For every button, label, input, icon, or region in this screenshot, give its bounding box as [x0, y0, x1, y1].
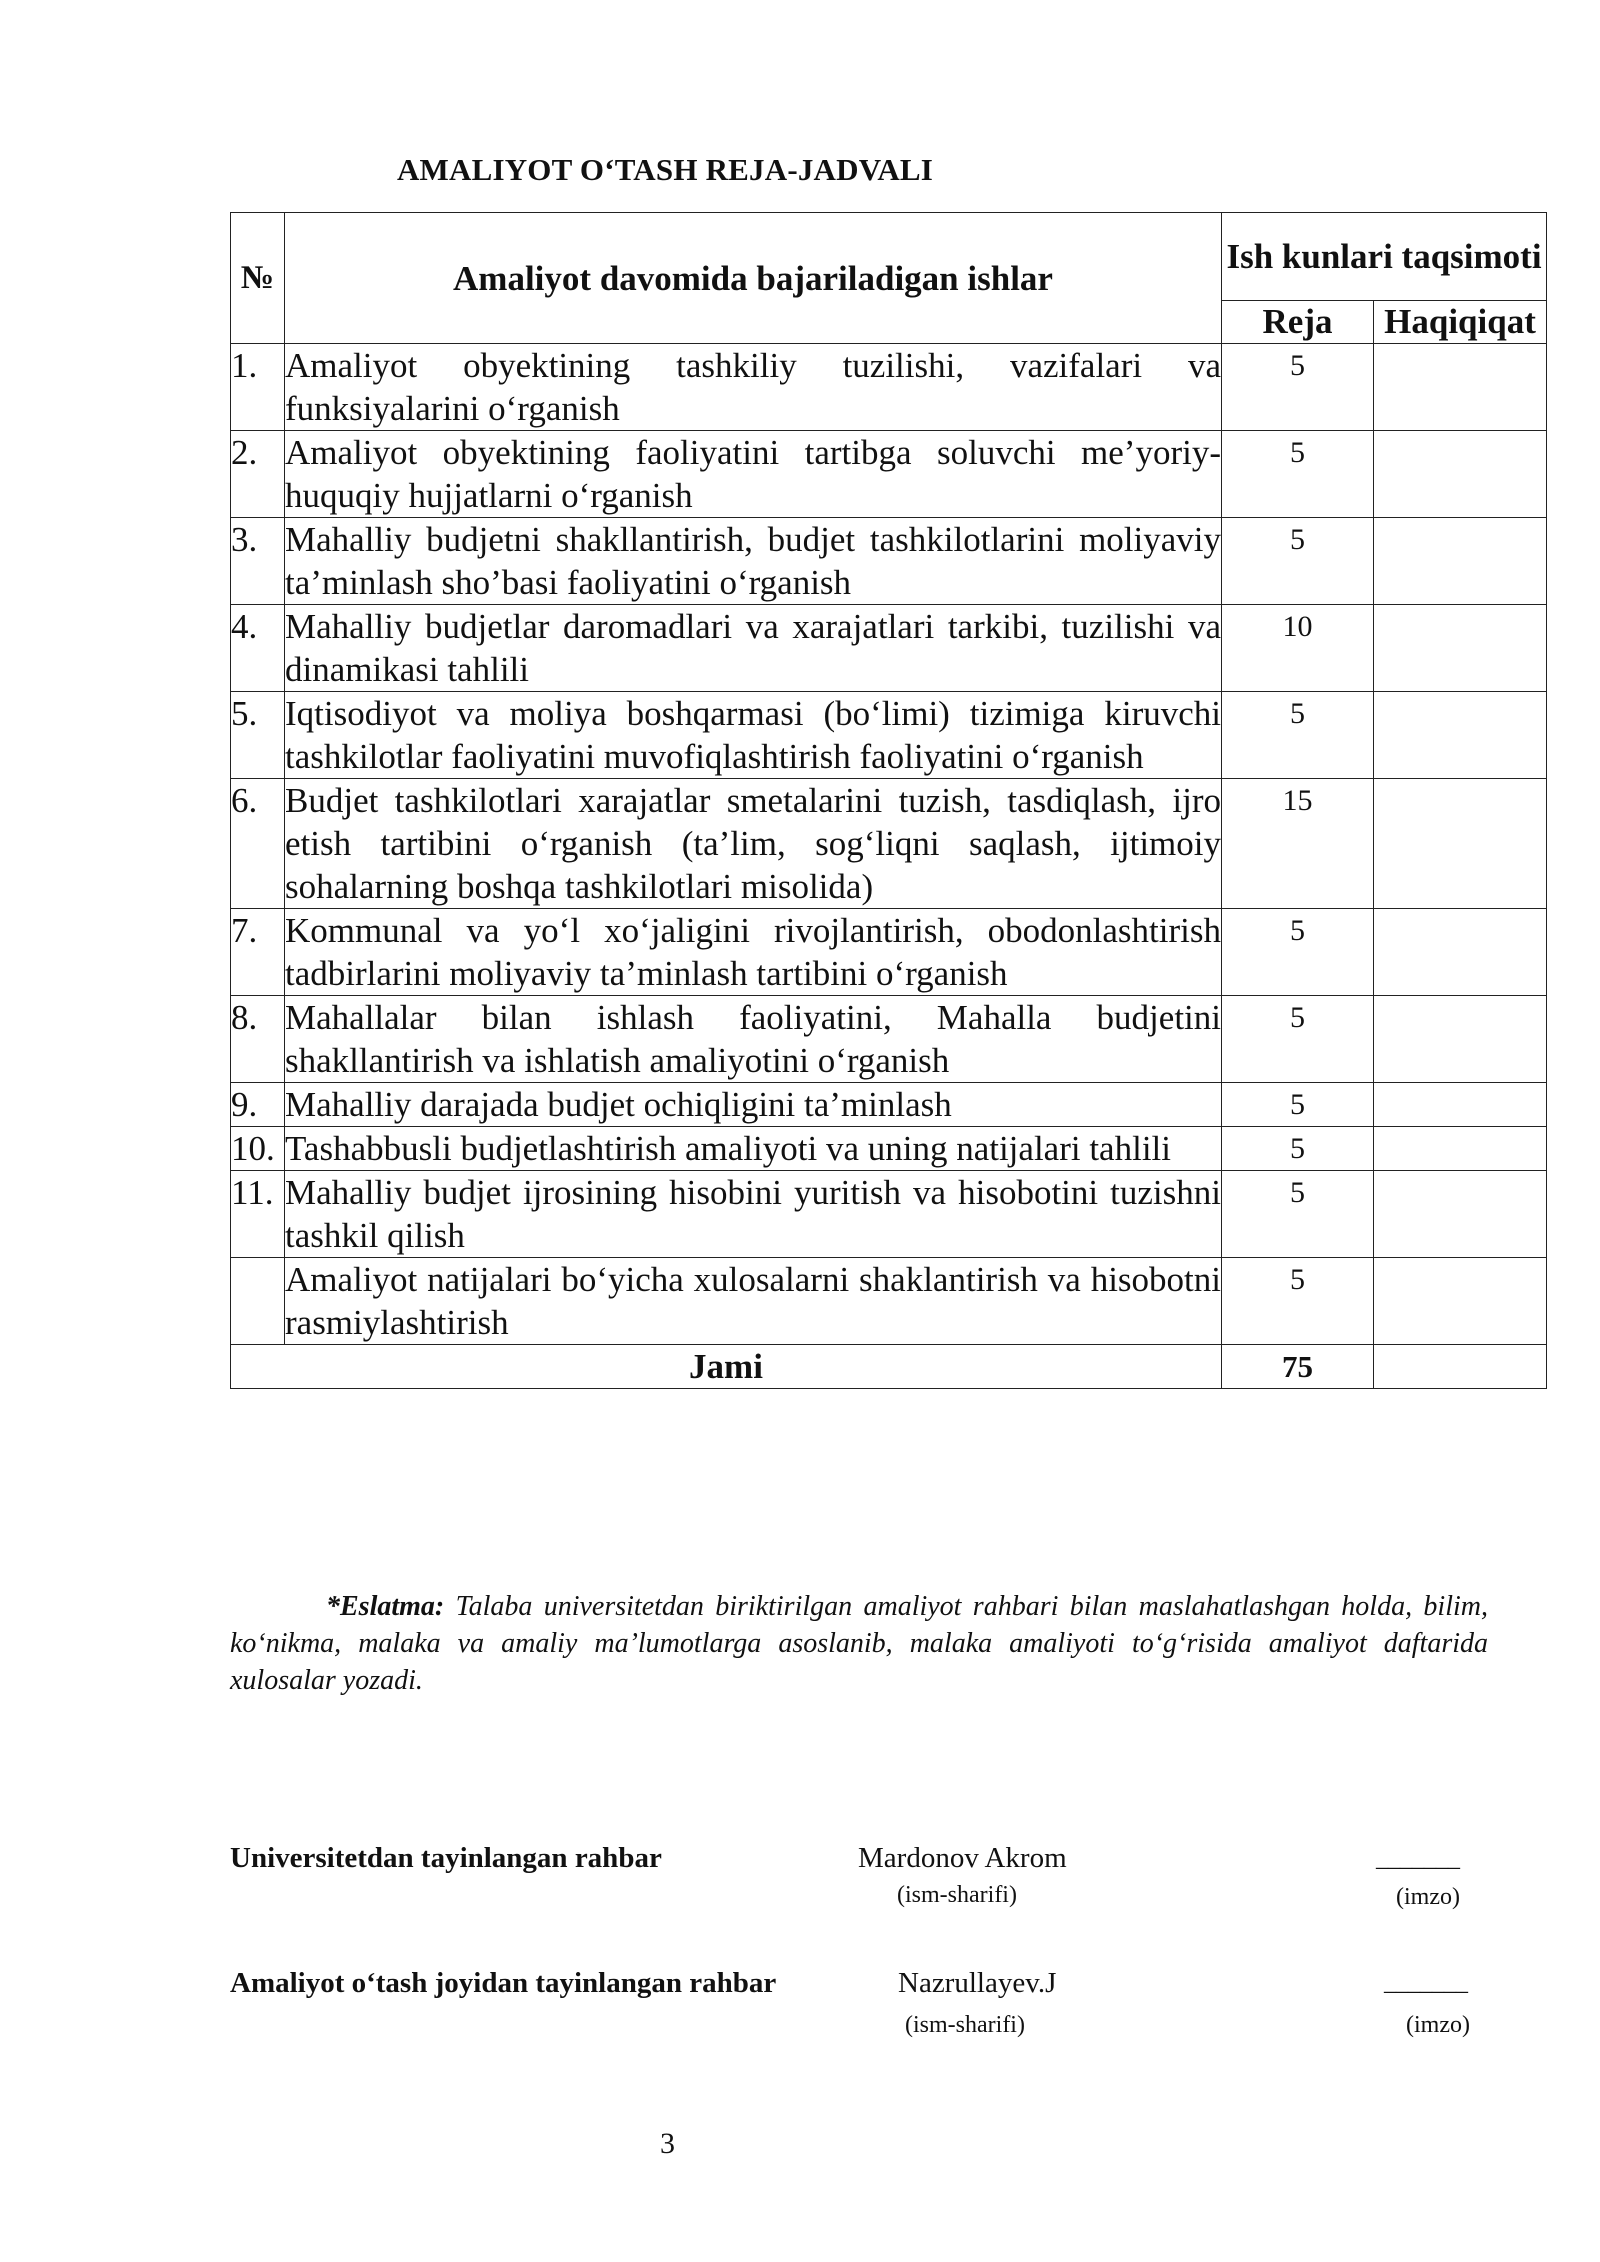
- total-actual-days: [1374, 1345, 1547, 1389]
- row-work: Mahalliy budjetlar daromadlari va xarajatlari tarkibi, tuzilishi va dinamikasi tahlili: [285, 605, 1222, 692]
- table-row: [231, 518, 1547, 605]
- row-number: [231, 1258, 285, 1345]
- row-plan-days: 15: [1222, 779, 1374, 909]
- row-actual-days: [1374, 909, 1547, 996]
- row-plan-days: 5: [1222, 996, 1374, 1083]
- row-work: Kommunal va yo‘l xo‘jaligini rivojlantirish, obodonlashtirish tadbirlarini moliyaviy ta’minlash tartibini o‘rganish: [285, 909, 1222, 996]
- row-actual-days: [1374, 996, 1547, 1083]
- note: [230, 1588, 1488, 1699]
- row-number: 10.: [231, 1127, 285, 1171]
- row-number: 4.: [231, 605, 285, 692]
- signature-name-workplace: Nazrullayev.J: [898, 1967, 1057, 1999]
- row-work: Amaliyot obyektining faoliyatini tartibga soluvchi me’yoriy-huquqiy hujjatlarni o‘rganish: [285, 431, 1222, 518]
- row-actual-days: [1374, 692, 1547, 779]
- row-work: Amaliyot obyektining tashkiliy tuzilishi, vazifalari va funksiyalarini o‘rganish: [285, 344, 1222, 431]
- row-actual-days: [1374, 431, 1547, 518]
- row-actual-days: [1374, 1127, 1547, 1171]
- row-number: 5.: [231, 692, 285, 779]
- signature-name-caption-university: (ism-sharifi): [897, 1882, 1017, 1908]
- row-number: 9.: [231, 1083, 285, 1127]
- row-actual-days: [1374, 1083, 1547, 1127]
- row-actual-days: [1374, 1171, 1547, 1258]
- table-row: [231, 605, 1547, 692]
- row-work: Iqtisodiyot va moliya boshqarmasi (bo‘limi) tizimiga kiruvchi tashkilotlar faoliyatini muvofiqlashtirish faoliyatini o‘rganish: [285, 692, 1222, 779]
- table-row: [231, 344, 1547, 431]
- total-label: Jami: [231, 1345, 1222, 1389]
- table-row: [231, 996, 1547, 1083]
- row-work: Mahalliy darajada budjet ochiqligini ta’minlash: [285, 1083, 1222, 1127]
- signature-name-caption-workplace: (ism-sharifi): [905, 2012, 1025, 2038]
- signature-line-university[interactable]: _______: [1376, 1846, 1460, 1872]
- row-number: 6.: [231, 779, 285, 909]
- row-plan-days: 5: [1222, 344, 1374, 431]
- row-number: 8.: [231, 996, 285, 1083]
- row-actual-days: [1374, 518, 1547, 605]
- signature-sign-caption-workplace: (imzo): [1406, 2012, 1470, 2038]
- header-number: №: [231, 213, 285, 344]
- row-number: 2.: [231, 431, 285, 518]
- table-row: [231, 1127, 1547, 1171]
- row-work: Tashabbusli budjetlashtirish amaliyoti va uning natijalari tahlili: [285, 1127, 1222, 1171]
- row-number: 3.: [231, 518, 285, 605]
- row-work: Mahalliy budjetni shakllantirish, budjet tashkilotlarini moliyaviy ta’minlash sho’basi faoliyatini o‘rganish: [285, 518, 1222, 605]
- table-row: [231, 1258, 1547, 1345]
- row-plan-days: 5: [1222, 431, 1374, 518]
- row-number: 7.: [231, 909, 285, 996]
- signature-sign-caption-university: (imzo): [1396, 1884, 1460, 1910]
- table-row: [231, 779, 1547, 909]
- note-text: Talaba universitetdan biriktirilgan amaliyot rahbari bilan maslahatlashgan holda, bilim, ko‘nikma, malaka va amaliy ma’lumotlarga asoslanib, malaka amaliyoti to‘g‘risida amaliyot daftarida xulosalar yozadi.: [230, 1591, 1488, 1696]
- row-plan-days: 5: [1222, 1127, 1374, 1171]
- plan-table: [230, 212, 1547, 1389]
- page-number: 3: [660, 2127, 675, 2160]
- table-row: [231, 431, 1547, 518]
- row-plan-days: 5: [1222, 692, 1374, 779]
- header-distribution: Ish kunlari taqsimoti: [1222, 213, 1547, 301]
- row-work: Mahallalar bilan ishlash faoliyatini, Mahalla budjetini shakllantirish va ishlatish amaliyotini o‘rganish: [285, 996, 1222, 1083]
- signature-name-university: Mardonov Akrom: [858, 1842, 1067, 1874]
- header-actual: Haqiqiqat: [1374, 301, 1547, 344]
- row-plan-days: 5: [1222, 518, 1374, 605]
- row-actual-days: [1374, 779, 1547, 909]
- row-number: 1.: [231, 344, 285, 431]
- row-work: Budjet tashkilotlari xarajatlar smetalarini tuzish, tasdiqlash, ijro etish tartibini o‘rganish (ta’lim, sog‘liqni saqlash, ijtimoiy sohalarning boshqa tashkilotlari misolida): [285, 779, 1222, 909]
- signature-label-university: Universitetdan tayinlangan rahbar: [230, 1842, 662, 1874]
- signature-label-workplace: Amaliyot o‘tash joyidan tayinlangan rahbar: [230, 1967, 777, 1999]
- table-row: [231, 1171, 1547, 1258]
- table-row: [231, 1083, 1547, 1127]
- plan-table-body: [231, 344, 1547, 1389]
- table-row: [231, 692, 1547, 779]
- row-actual-days: [1374, 344, 1547, 431]
- row-work: Mahalliy budjet ijrosining hisobini yuritish va hisobotini tuzishni tashkil qilish: [285, 1171, 1222, 1258]
- row-actual-days: [1374, 1258, 1547, 1345]
- note-lead: *Eslatma:: [326, 1591, 445, 1622]
- total-plan-days: 75: [1222, 1345, 1374, 1389]
- row-plan-days: 10: [1222, 605, 1374, 692]
- document-title: AMALIYOT O‘TASH REJA-JADVALI: [396, 152, 934, 187]
- signature-line-workplace[interactable]: _______: [1384, 1970, 1468, 1996]
- header-plan: Reja: [1222, 301, 1374, 344]
- header-works: Amaliyot davomida bajariladigan ishlar: [285, 213, 1222, 344]
- total-row: [231, 1345, 1547, 1389]
- row-plan-days: 5: [1222, 909, 1374, 996]
- table-row: [231, 909, 1547, 996]
- row-plan-days: 5: [1222, 1083, 1374, 1127]
- row-plan-days: 5: [1222, 1258, 1374, 1345]
- row-actual-days: [1374, 605, 1547, 692]
- row-plan-days: 5: [1222, 1171, 1374, 1258]
- row-number: 11.: [231, 1171, 285, 1258]
- row-work: Amaliyot natijalari bo‘yicha xulosalarni shaklantirish va hisobotni rasmiylashtirish: [285, 1258, 1222, 1345]
